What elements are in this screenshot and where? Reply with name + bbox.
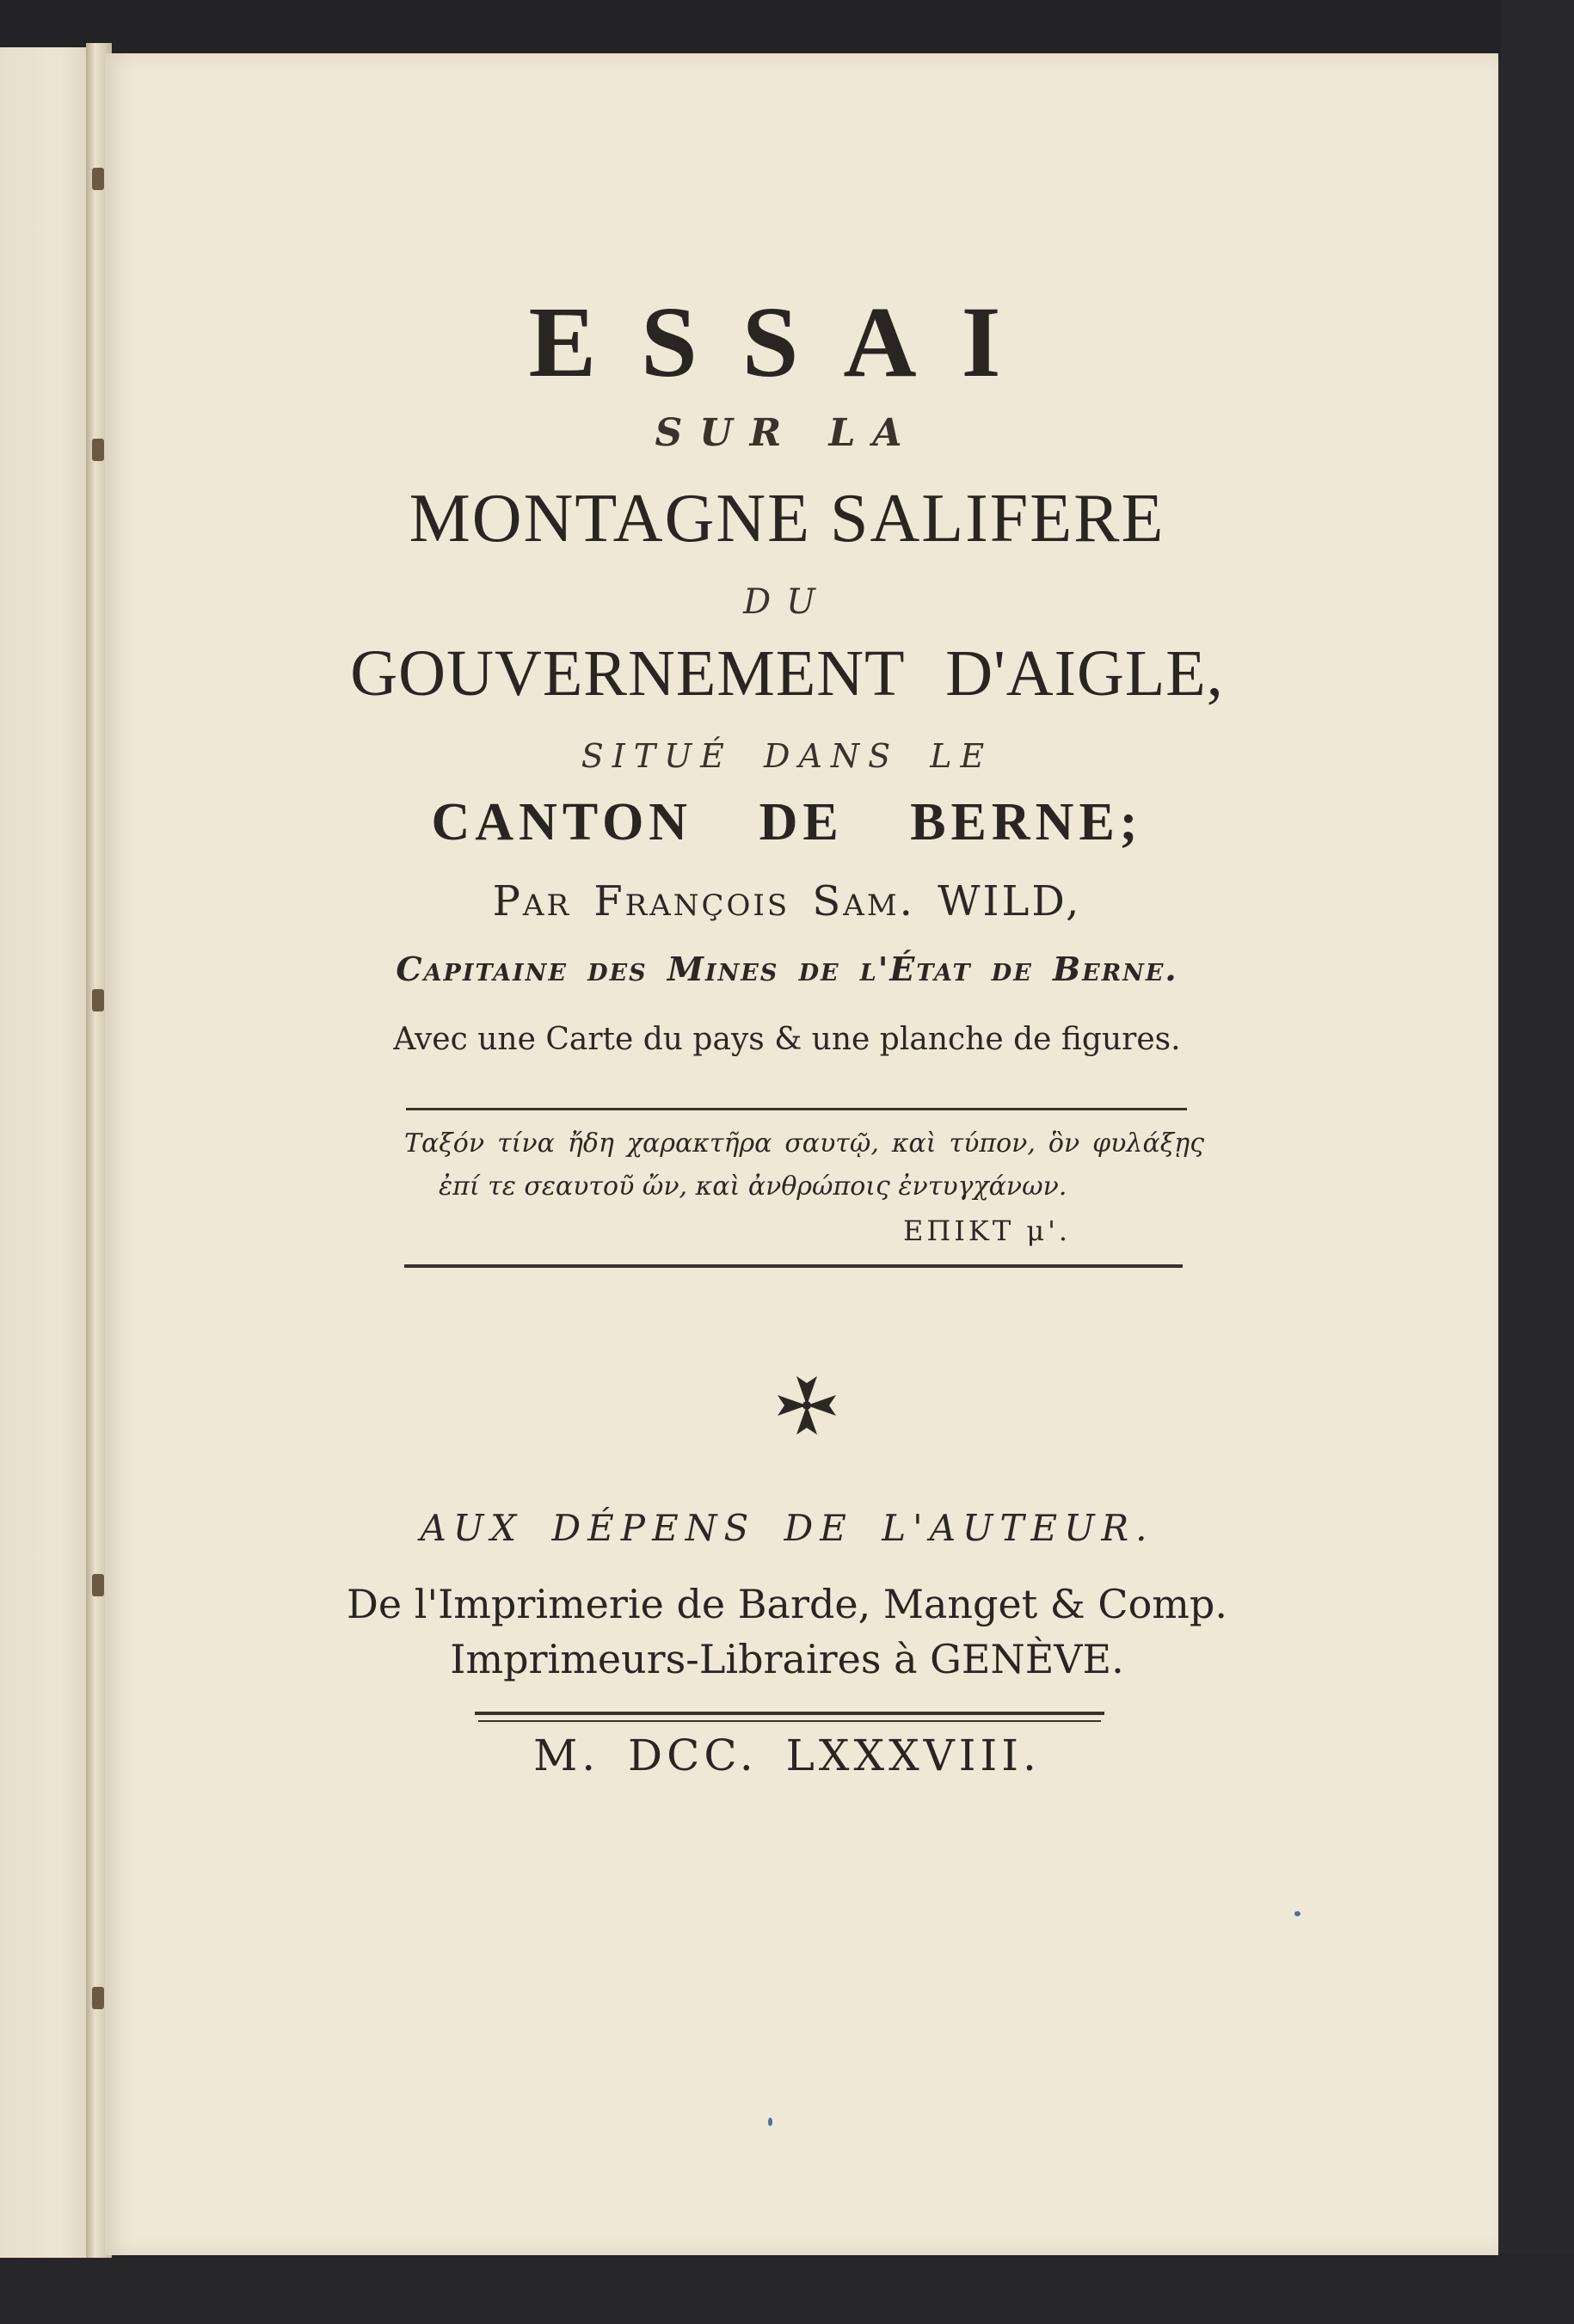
paper-speck bbox=[768, 2118, 772, 2126]
imprint-rule-top bbox=[475, 1712, 1104, 1715]
epigraph-line-1: Ταξόν τίνα ἤδη χαρακτῆρα σαυτῷ, καὶ τύπον, ὃν φυλάξῃς bbox=[404, 1128, 1204, 1159]
printer-ornament-icon bbox=[772, 1371, 841, 1440]
binding-stitch bbox=[92, 989, 104, 1011]
scanner-background-top bbox=[0, 0, 1574, 60]
title-situe: SITUÉ DANS LE bbox=[581, 737, 993, 775]
subtitle: Avec une Carte du pays & une planche de figures. bbox=[393, 1022, 1181, 1057]
imprint-depens: AUX DÉPENS DE L'AUTEUR. bbox=[420, 1507, 1154, 1549]
scanner-background-bottom bbox=[0, 2253, 1574, 2324]
title-main: ESSAI bbox=[528, 286, 1046, 398]
title-gouvernement: GOUVERNEMENT D'AIGLE, bbox=[350, 637, 1224, 710]
epigraph-rule-top bbox=[406, 1108, 1187, 1110]
imprint-printer: De l'Imprimerie de Barde, Manget & Comp. bbox=[347, 1581, 1227, 1627]
imprint-rule-bottom bbox=[478, 1720, 1101, 1722]
title-montagne: MONTAGNE SALIFERE bbox=[409, 481, 1165, 556]
publication-date: M. DCC. LXXXVIII. bbox=[533, 1731, 1041, 1780]
title-sur-la: SUR LA bbox=[655, 411, 919, 455]
author-name: Par François Sam. WILD, bbox=[492, 877, 1082, 925]
title-du: DU bbox=[743, 582, 831, 622]
epigraph-line-2: ἐπί τε σεαυτοῦ ὤν, καὶ ἀνθρώποις ἐντυγχάνων. bbox=[439, 1171, 1067, 1202]
binding-stitch bbox=[92, 1987, 104, 2009]
paper-speck bbox=[1294, 1911, 1300, 1916]
epigraph-source: ΕΠΙΚΤ μ'. bbox=[903, 1214, 1072, 1247]
author-title: Capitaine des Mines de l'État de Berne. bbox=[396, 950, 1178, 988]
binding-stitch bbox=[92, 168, 104, 190]
epigraph-rule-bottom bbox=[404, 1264, 1183, 1268]
imprint-location: Imprimeurs-Libraires à GENÈVE. bbox=[450, 1636, 1124, 1682]
title-canton: CANTON DE BERNE; bbox=[431, 793, 1143, 852]
